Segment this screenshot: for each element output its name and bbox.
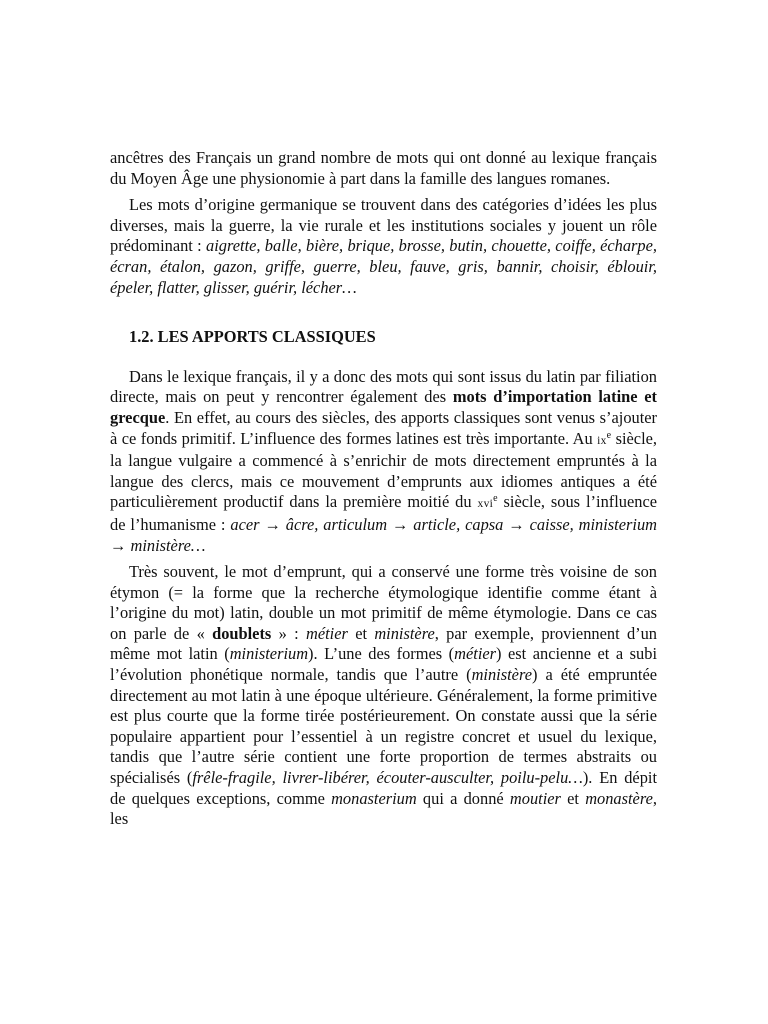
italic-word: monasterium: [331, 788, 417, 808]
century-numeral: ix: [597, 434, 607, 447]
bold-term: mots d’importation latine et grecque: [110, 387, 657, 427]
paragraph-doublets: [110, 562, 657, 830]
italic-word: moutier: [509, 788, 561, 808]
example-words: aigrette, balle, bière, brique, brosse, butin, chouette, coiffe, écharpe, écran, étalon, gazon, griffe, guerre, bleu, fauve, gris, bannir, choisir, éblouir, épeler, flatter, glisser, guérir, lécher…: [110, 236, 658, 297]
paragraph-text: ) est ancienne et a subi l’évolution phonétique normale, tandis que l’autre (: [110, 644, 657, 685]
paragraph-text: ) a été empruntée directement au mot latin à une époque ultérieure. Généralement, la forme primitive est plus courte que la forme tirée postérieurement. On constate aussi que la série populaire appartient pour l’essentiel à un registre concret et usuel du lexique, tandis que l’autre série contient une forte proportion de termes abstraits ou spécialisés (: [110, 665, 657, 788]
italic-word: métier: [454, 644, 497, 664]
paragraph-text: Très souvent, le mot d’emprunt, qui a conservé une forme très voisine de son étymon (= la forme que la recherche étymologique identifie comme étant à l’origine du mot) latin, double un mot primitif de même étymologie. Dans ce cas on parle de «: [110, 562, 657, 643]
example-words: acer → âcre, articulum → article, capsa → caisse, ministerium → ministère…: [110, 514, 657, 555]
italic-word: monastère: [585, 788, 653, 808]
italic-word: ministère: [471, 665, 532, 685]
paragraph-text: Dans le lexique français, il y a donc des mots qui sont issus du latin par filiation directe, mais on peut y rencontrer également des: [110, 366, 657, 407]
superscript: e: [606, 429, 612, 441]
paragraph-text: et: [560, 788, 586, 808]
paragraph-germanic-words: [110, 195, 657, 298]
paragraph-text: ). L’une des formes (: [308, 644, 455, 664]
paragraph-continuation: [110, 148, 657, 189]
paragraph-classical-borrowings: [110, 367, 657, 556]
document-page: [110, 148, 657, 830]
paragraph-text: qui a donné: [416, 788, 510, 808]
paragraph-text: , les: [110, 788, 657, 829]
paragraph-text: siècle, la langue vulgaire a commencé à s’enrichir de mots directement empruntés à la langue des clercs, mais ce mouvement d’emprunts aux idiomes antiques a été particulièrement productif dans la première moitié du: [110, 428, 657, 512]
paragraph-text: , par exemple, proviennent d’un même mot latin (: [110, 623, 657, 664]
italic-word: métier: [306, 623, 348, 643]
paragraph-text: siècle, sous l’influence de l’humanisme :: [110, 492, 657, 534]
paragraph-text: Les mots d’origine germanique se trouvent dans des catégories d’idées les plus diverses, mais la guerre, la vie rurale et les institutions sociales y jouent un rôle prédominant :: [110, 195, 657, 256]
paragraph-text: ). En dépit de quelques exceptions, comme: [110, 768, 658, 808]
paragraph-text: . En effet, au cours des siècles, des apports classiques sont venus s’ajouter à ce fonds primitif. L’influence des formes latines est très importante. Au: [110, 407, 657, 448]
paragraph-text: » :: [271, 623, 306, 643]
paragraph-text: et: [347, 623, 375, 643]
section-heading: 1.2. LES APPORTS CLASSIQUES: [129, 327, 376, 347]
superscript: e: [493, 493, 498, 505]
italic-word: ministerium: [229, 644, 309, 664]
paragraph-text: ancêtres des Français un grand nombre de mots qui ont donné au lexique français du Moyen Âge une physionomie à part dans la famille des langues romanes.: [110, 148, 657, 188]
century-numeral: xvi: [477, 498, 494, 511]
italic-word: ministère: [374, 623, 435, 643]
bold-term: doublets: [212, 623, 272, 643]
example-words: frêle-fragile, livrer-libérer, écouter-ausculter, poilu-pelu…: [192, 768, 583, 788]
